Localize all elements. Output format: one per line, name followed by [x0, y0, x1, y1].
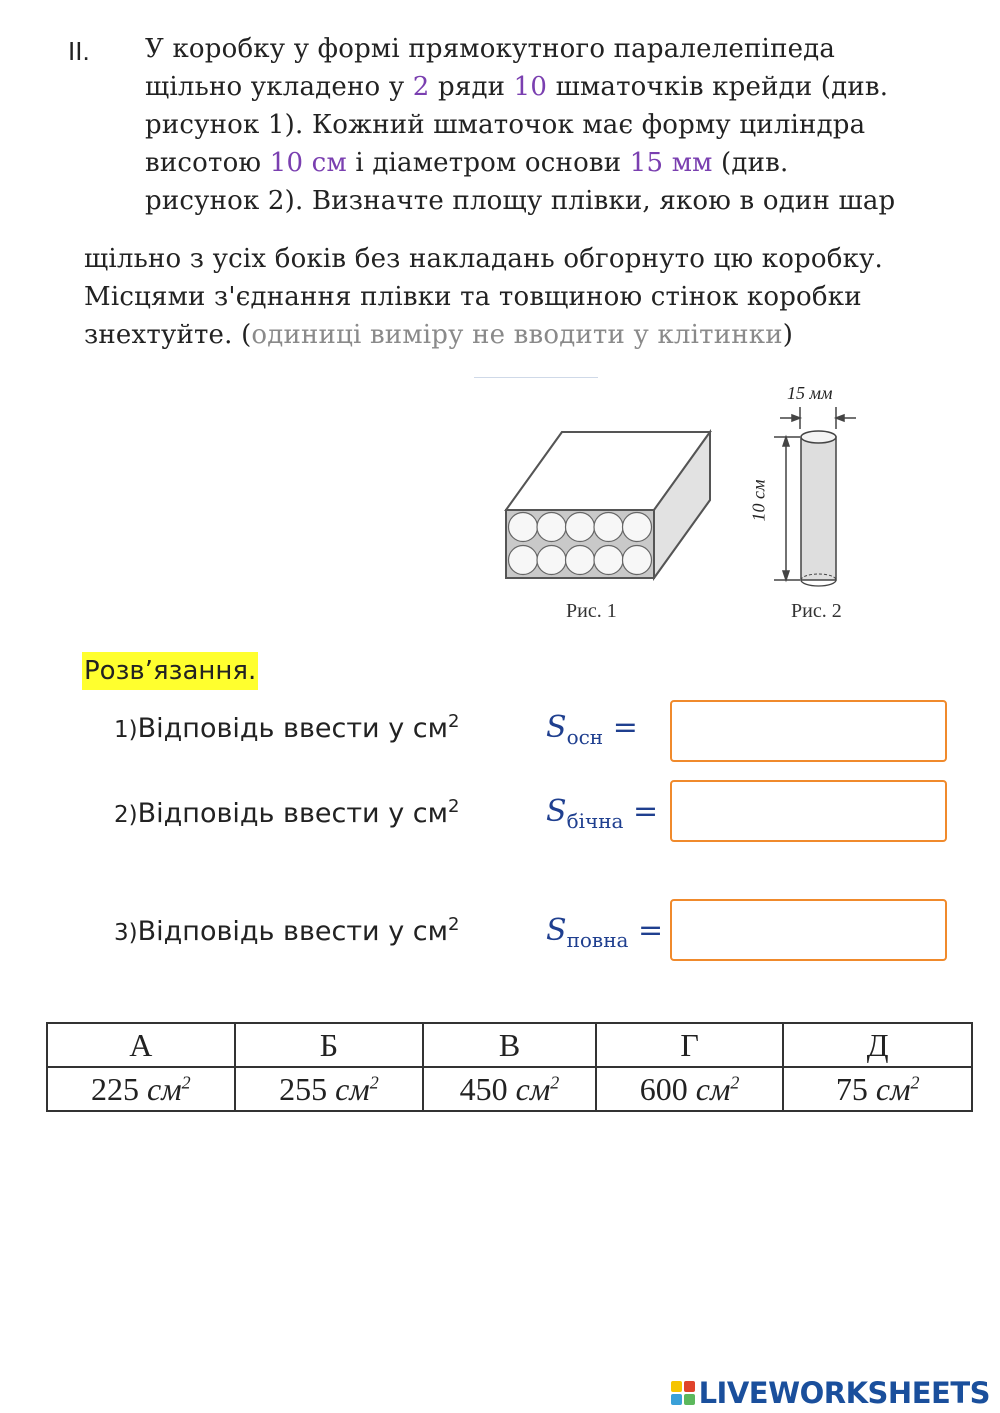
option-value	[423, 1067, 596, 1111]
question-text: Відповідь ввести у см	[137, 798, 448, 829]
fig2-caption: Рис. 2	[791, 600, 842, 622]
chalk-piece	[594, 513, 623, 542]
chalk-piece	[566, 546, 595, 575]
task-text: знехтуйте. (	[84, 320, 252, 350]
option-number: 225	[90, 1070, 139, 1107]
formula-s-povna	[546, 913, 663, 952]
option-value	[235, 1067, 424, 1111]
formula-symbol: S	[546, 794, 567, 829]
equals-sign: =	[638, 913, 664, 948]
question-2	[114, 796, 459, 829]
table-row	[47, 1067, 972, 1111]
option-exponent: 2	[910, 1071, 920, 1092]
task-line-7: Місцями з'єднання плівки та товщиною стінок коробки	[84, 282, 862, 312]
rows-value: 2	[412, 72, 430, 102]
option-unit: см	[146, 1070, 182, 1107]
option-value	[596, 1067, 784, 1111]
task-text: рисунок 1). Кожний шматочок має форму циліндра	[145, 110, 866, 140]
logo-square	[684, 1381, 695, 1392]
option-number: 75	[835, 1070, 868, 1107]
answer-input-3[interactable]	[670, 899, 947, 961]
task-line-6: щільно з усіх боків без накладань обгорнуто цю коробку.	[84, 244, 884, 274]
chalk-piece	[566, 513, 595, 542]
logo-square	[671, 1381, 682, 1392]
task-text: (див.	[712, 148, 789, 178]
chalk-piece	[537, 546, 566, 575]
unit-exponent: 2	[447, 914, 460, 935]
task-line-3	[145, 110, 865, 140]
question-1	[114, 711, 459, 744]
liveworksheets-logo[interactable]	[671, 1376, 990, 1410]
option-letter: А	[47, 1023, 235, 1067]
task-line-5	[145, 186, 895, 216]
diameter-label: 15 мм	[787, 383, 833, 403]
formula-symbol: S	[546, 710, 567, 745]
height-label: 10 см	[748, 479, 769, 522]
task-line-4	[145, 148, 788, 178]
brand-name: LIVEWORKSHEETS	[698, 1376, 990, 1410]
option-unit: см	[335, 1070, 370, 1107]
option-value	[783, 1067, 972, 1111]
formula-subscript: осн	[566, 725, 604, 749]
formula-symbol: S	[546, 913, 567, 948]
task-text: рисунок 2). Визначте площу плівки, якою в один шар	[145, 186, 896, 216]
chalk-piece	[623, 513, 652, 542]
units-hint: одиниці виміру не вводити у клітинки	[251, 320, 783, 350]
chalk-piece	[509, 546, 538, 575]
option-letter: Д	[783, 1023, 972, 1067]
formula-s-osn	[546, 710, 638, 749]
option-letter: В	[423, 1023, 596, 1067]
task-text: щільно укладено у	[145, 72, 413, 102]
divider	[474, 377, 598, 378]
option-number: 450	[459, 1070, 508, 1107]
option-unit: см	[515, 1070, 551, 1107]
equals-sign: =	[633, 794, 659, 829]
task-text: і діаметром основи	[346, 148, 630, 178]
task-line-8	[84, 320, 793, 350]
question-text: Відповідь ввести у см	[137, 713, 448, 744]
count-value: 10	[513, 72, 548, 102]
option-letter: Г	[596, 1023, 784, 1067]
question-number: 2)	[114, 802, 138, 828]
task-text: висотою	[145, 148, 270, 178]
option-unit: см	[695, 1070, 731, 1107]
chalk-piece	[537, 513, 566, 542]
task-line-1	[145, 34, 835, 64]
table-row	[47, 1023, 972, 1067]
task-line-2	[145, 72, 888, 102]
answer-input-2[interactable]	[670, 780, 947, 842]
option-exponent: 2	[730, 1071, 740, 1092]
task-number: II.	[68, 36, 90, 66]
option-letter: Б	[235, 1023, 424, 1067]
task-text: )	[782, 320, 794, 350]
fig1-caption: Рис. 1	[566, 600, 617, 622]
question-number: 1)	[114, 717, 138, 743]
option-number: 600	[639, 1070, 688, 1107]
logo-square	[684, 1394, 695, 1405]
chalk-piece	[509, 513, 538, 542]
figure-box	[490, 420, 720, 590]
logo-square	[671, 1394, 682, 1405]
option-unit: см	[875, 1070, 911, 1107]
equals-sign: =	[612, 710, 638, 745]
task-text: ряди	[429, 72, 514, 102]
task-text: У коробку у формі прямокутного паралелепіпеда	[145, 34, 836, 64]
logo-mark-icon	[671, 1381, 695, 1405]
formula-subscript: бічна	[566, 809, 624, 833]
height-value: 10 см	[269, 148, 347, 178]
solution-title: Розв’язання.	[82, 652, 258, 690]
chalk-piece	[594, 546, 623, 575]
question-number: 3)	[114, 920, 138, 946]
question-3	[114, 914, 459, 947]
chalk-piece	[623, 546, 652, 575]
formula-subscript: повна	[566, 928, 629, 952]
option-value	[47, 1067, 235, 1111]
option-exponent: 2	[550, 1071, 560, 1092]
option-number: 255	[279, 1070, 328, 1107]
options-table	[46, 1022, 973, 1112]
formula-s-bichna	[546, 794, 658, 833]
answer-input-1[interactable]	[670, 700, 947, 762]
question-text: Відповідь ввести у см	[137, 916, 448, 947]
unit-exponent: 2	[447, 796, 460, 817]
task-text: шматочків крейди (див.	[547, 72, 889, 102]
option-exponent: 2	[181, 1071, 191, 1092]
unit-exponent: 2	[447, 711, 460, 732]
option-exponent: 2	[369, 1071, 379, 1092]
diameter-value: 15 мм	[629, 148, 713, 178]
